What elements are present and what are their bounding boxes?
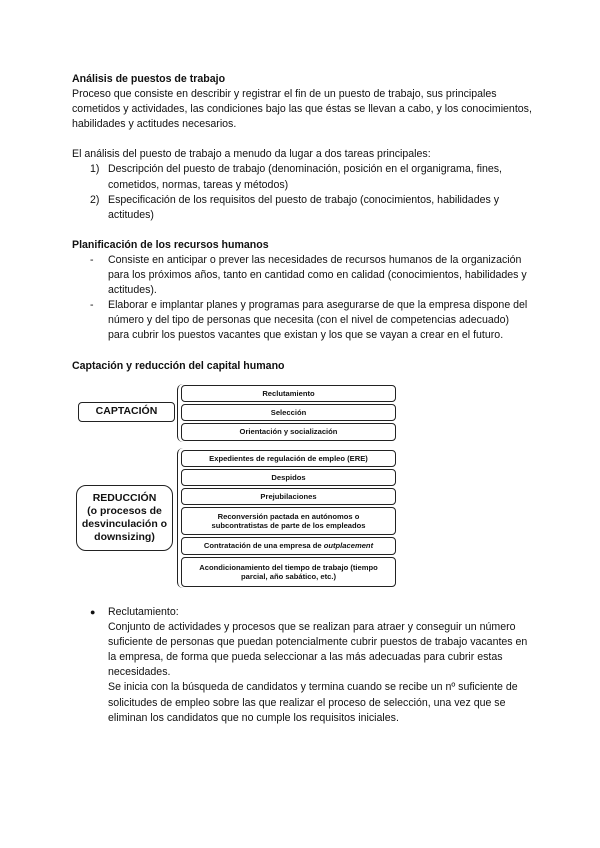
captacion-item: Reclutamiento xyxy=(181,385,396,402)
captacion-item: Selección xyxy=(181,404,396,421)
paragraph-reclutamiento-2: Se inicia con la búsqueda de candidatos y termina cuando se recibe un nº suficiente de solicitudes de empleo sobre las que realizar el proceso de selección, una vez que se eliminan los candidatos que no cumple los requisitos iniciales. xyxy=(108,681,518,724)
paragraph-reclutamiento-1: Conjunto de actividades y procesos que se realizan para atraer y conseguir un número suficiente de personas que puedan potencialmente cubrir puestos de trabajo vacantes en la empresa, de forma que pueda seleccionar a las más adecuadas para cubrir estas necesidades. xyxy=(108,621,528,679)
bullet-title: Reclutamiento: xyxy=(108,606,179,618)
heading-captacion: Captación y reducción del capital humano xyxy=(72,359,285,372)
document-page xyxy=(72,72,532,374)
dash-list xyxy=(72,253,532,344)
reduccion-item: Acondicionamiento del tiempo de trabajo (tiempo parcial, año sabático, etc.) xyxy=(181,557,396,587)
reduccion-item: Contratación de una empresa de outplacement xyxy=(181,537,396,555)
paragraph-analisis: Proceso que consiste en describir y registrar el fin de un puesto de trabajo, sus principales cometidos y actividades, las condiciones bajo las que éstas se llevan a cabo, y los conocimientos, habilidades y actitudes necesarios. xyxy=(72,88,532,131)
list-item: - Consiste en anticipar o prever las necesidades de recursos humanos de la organización para los próximos años, tanto en cantidad como en calidad (conocimientos, habilidades y actitudes). xyxy=(90,253,527,297)
reduccion-brace xyxy=(177,448,184,588)
captacion-box: CAPTACIÓN xyxy=(78,402,175,422)
numbered-list xyxy=(72,162,532,222)
heading-analisis: Análisis de puestos de trabajo xyxy=(72,73,226,85)
list-item xyxy=(72,605,532,726)
reduccion-item: Expedientes de regulación de empleo (ERE) xyxy=(181,450,396,467)
reduccion-item: Reconversión pactada en autónomos o subcontratistas de parte de los empleados xyxy=(181,507,396,535)
bullet-icon: ● xyxy=(90,607,96,617)
list-item: 2) Especificación de los requisitos del puesto de trabajo (conocimientos, habilidades y actitudes) xyxy=(90,193,500,221)
list-item: - Elaborar e implantar planes y programas para asegurarse de que la empresa dispone del número y del tipo de personas que necesita (con el nivel de competencias adecuado) para cubrir los puestos vacantes que existan y los que se vayan a crear en el futuro. xyxy=(90,299,528,342)
captacion-item: Orientación y socialización xyxy=(181,423,396,441)
list-item: 1) Descripción del puesto de trabajo (denominación, posición en el organigrama, fines, cometidos, normas, tareas y métodos) xyxy=(90,163,502,191)
reduccion-item: Prejubilaciones xyxy=(181,488,396,505)
paragraph-intro: El análisis del puesto de trabajo a menudo da lugar a dos tareas principales: xyxy=(72,148,431,161)
reduccion-item: Despidos xyxy=(181,469,396,486)
reduccion-box: REDUCCIÓN (o procesos de desvinculación o downsizing) xyxy=(76,485,173,551)
bullet-list xyxy=(72,605,532,726)
reclutamiento-section xyxy=(72,605,532,726)
heading-planificacion: Planificación de los recursos humanos xyxy=(72,238,269,251)
captacion-brace xyxy=(177,384,184,442)
